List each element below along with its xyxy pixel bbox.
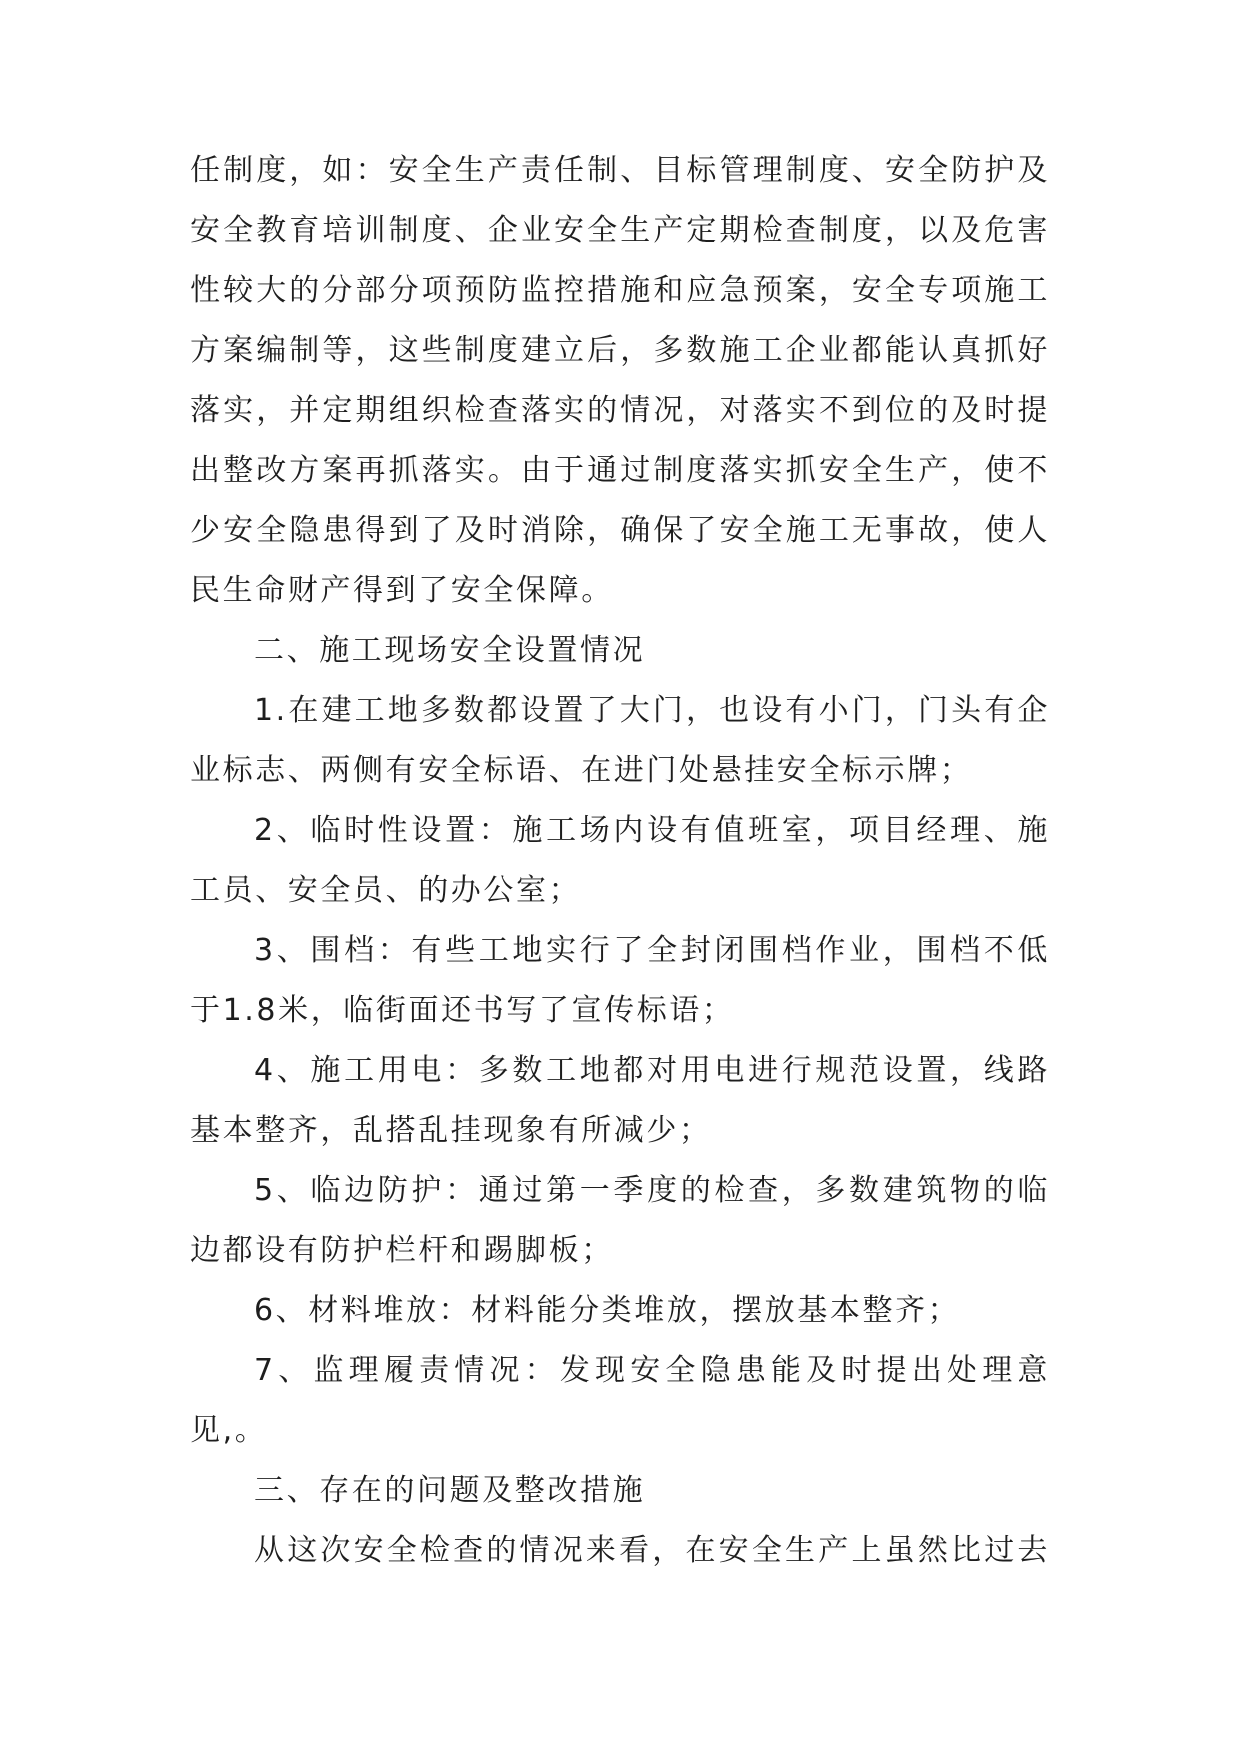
list-item-text: 1.在建工地多数都设置了大门，也设有小门，门头有企 [254,693,1050,728]
text-line: 见,。 [190,1413,268,1448]
text-line: 落实，并定期组织检查落实的情况，对落实不到位的及时提 [190,393,1050,428]
list-item-text: 5、临边防护：通过第一季度的检查，多数建筑物的临 [254,1173,1050,1208]
text-line: 安全教育培训制度、企业安全生产定期检查制度，以及危害 [190,213,1050,248]
list-item-text: 3、围档：有些工地实行了全封闭围档作业，围档不低 [254,933,1050,968]
list-item-text: 2、临时性设置：施工场内设有值班室，项目经理、施 [254,813,1050,848]
text-line: 任制度，如：安全生产责任制、目标管理制度、安全防护及 [190,153,1050,188]
text-line: 出整改方案再抓落实。由于通过制度落实抓安全生产，使不 [190,453,1050,488]
text-line: 少安全隐患得到了及时消除，确保了安全施工无事故，使人 [190,513,1050,548]
text-line: 业标志、两侧有安全标语、在进门处悬挂安全标示牌； [190,753,973,788]
text-line: 边都设有防护栏杆和踢脚板； [190,1233,614,1268]
text-line: 民生命财产得到了安全保障。 [190,573,614,608]
text-line: 于1.8米，临街面还书写了宣传标语； [190,993,735,1028]
section-heading: 三、存在的问题及整改措施 [254,1473,646,1508]
text-line: 性较大的分部分项预防监控措施和应急预案，安全专项施工 [190,273,1050,308]
section-heading: 二、施工现场安全设置情况 [254,633,646,668]
paragraph-text: 从这次安全检查的情况来看，在安全生产上虽然比过去 [254,1533,1050,1568]
document-body [190,141,1050,1581]
text-line: 方案编制等，这些制度建立后，多数施工企业都能认真抓好 [190,333,1050,368]
list-item-text: 7、监理履责情况：发现安全隐患能及时提出处理意 [254,1353,1050,1388]
text-line: 基本整齐，乱搭乱挂现象有所减少； [190,1113,712,1148]
list-item-text: 6、材料堆放：材料能分类堆放，摆放基本整齐； [254,1293,961,1328]
text-line: 工员、安全员、的办公室； [190,873,582,908]
list-item-text: 4、施工用电：多数工地都对用电进行规范设置，线路 [254,1053,1050,1088]
